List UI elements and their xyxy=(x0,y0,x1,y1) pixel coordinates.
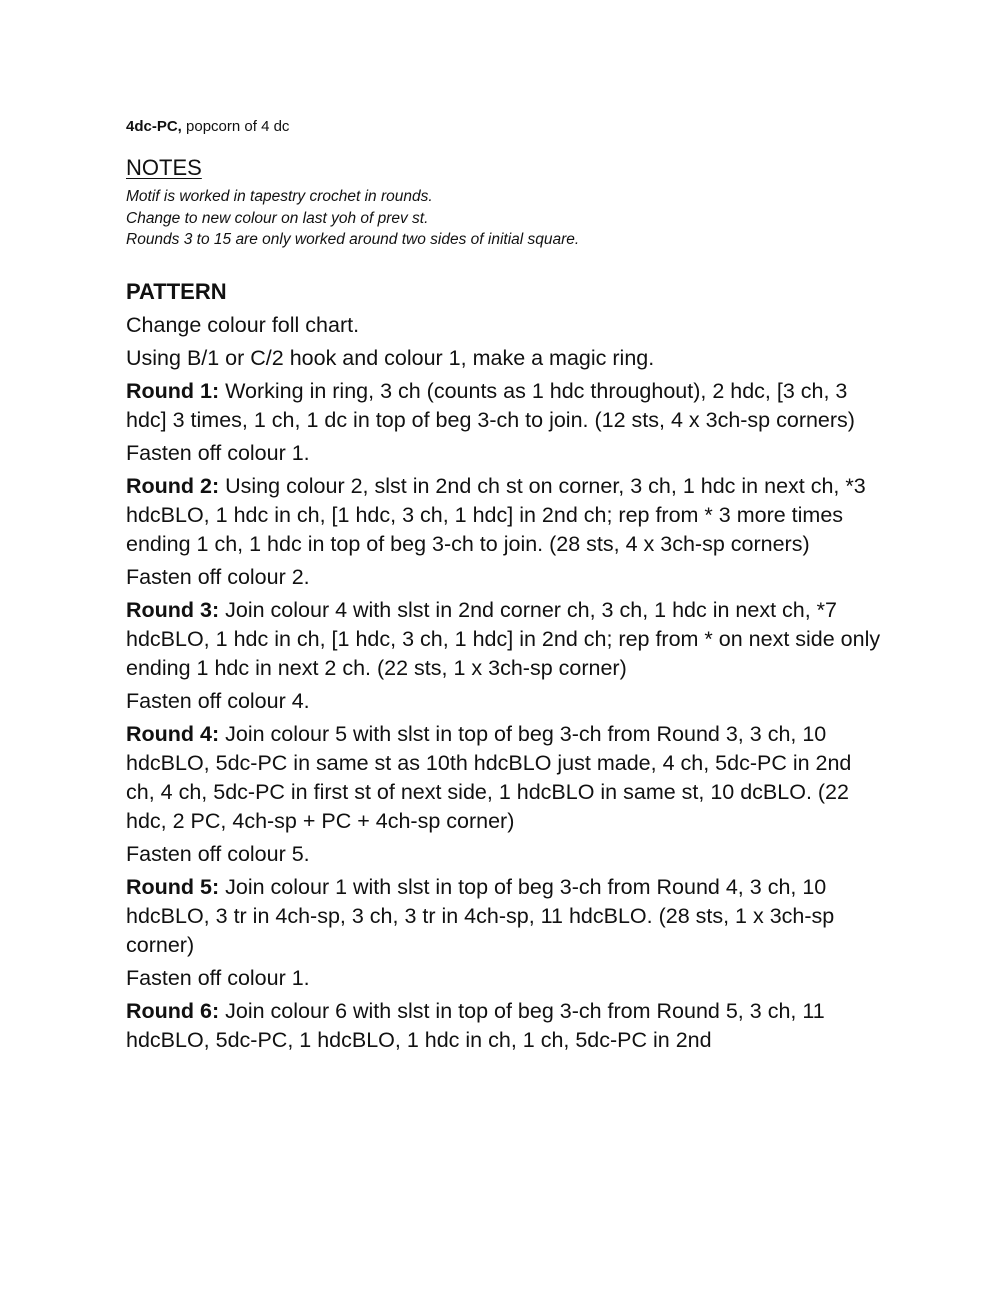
fasten-off-line: Fasten off colour 4. xyxy=(126,689,310,713)
round-2-paragraph xyxy=(126,472,886,559)
notes-list xyxy=(126,186,579,251)
notes-heading: NOTES xyxy=(126,155,202,180)
round-instructions: Join colour 1 with slst in top of beg 3-ch from Round 4, 3 ch, 10 hdcBLO, 3 tr in 4ch-sp, 3 ch, 3 tr in 4ch-sp, 11 hdcBLO. (28 sts, 1 x 3ch-sp corner) xyxy=(126,875,835,957)
round-5-paragraph xyxy=(126,873,886,960)
fasten-off-line: Fasten off colour 1. xyxy=(126,441,310,465)
fasten-off-line: Fasten off colour 2. xyxy=(126,565,310,589)
pattern-intro-line: Using B/1 or C/2 hook and colour 1, make a magic ring. xyxy=(126,346,655,370)
round-1-paragraph xyxy=(126,377,886,435)
round-instructions: Working in ring, 3 ch (counts as 1 hdc throughout), 2 hdc, [3 ch, 3 hdc] 3 times, 1 ch, 1 dc in top of beg 3-ch to join. (12 sts, 4 x 3ch-sp corners) xyxy=(126,379,855,432)
note-item: Change to new colour on last yoh of prev st. xyxy=(126,209,429,227)
note-item: Rounds 3 to 15 are only worked around two sides of initial square. xyxy=(126,231,580,248)
note-item: Motif is worked in tapestry crochet in rounds. xyxy=(126,188,433,205)
round-label: Round 4: xyxy=(126,722,220,746)
round-3-paragraph xyxy=(126,596,886,683)
abbreviation-definition: popcorn of 4 dc xyxy=(181,118,290,135)
pattern-body xyxy=(126,311,886,1059)
round-label: Round 2: xyxy=(126,474,220,498)
fasten-off-line: Fasten off colour 1. xyxy=(126,966,310,990)
round-label: Round 5: xyxy=(126,875,220,899)
round-instructions: Join colour 6 with slst in top of beg 3-ch from Round 5, 3 ch, 11 hdcBLO, 5dc-PC, 1 hdcBLO, 1 hdc in ch, 1 ch, 5dc-PC in 2nd xyxy=(126,999,825,1052)
round-label: Round 6: xyxy=(126,999,220,1023)
pattern-heading: PATTERN xyxy=(126,279,227,304)
abbreviation-line xyxy=(126,118,289,135)
round-4-paragraph xyxy=(126,720,886,836)
round-instructions: Using colour 2, slst in 2nd ch st on corner, 3 ch, 1 hdc in next ch, *3 hdcBLO, 1 hdc in ch, [1 hdc, 3 ch, 1 hdc] in 2nd ch; rep from * 3 more times ending 1 ch, 1 hdc in top of beg 3-ch to join. (28 sts, 4 x 3ch-sp corners) xyxy=(126,474,866,556)
fasten-off-line: Fasten off colour 5. xyxy=(126,842,310,866)
round-6-paragraph xyxy=(126,997,886,1055)
round-instructions: Join colour 5 with slst in top of beg 3-ch from Round 3, 3 ch, 10 hdcBLO, 5dc-PC in same st as 10th hdcBLO just made, 4 ch, 5dc-PC in 2nd ch, 4 ch, 5dc-PC in first st of next side, 1 hdcBLO in same st, 10 dcBLO. (22 hdc, 2 PC, 4ch-sp + PC + 4ch-sp corner) xyxy=(126,722,852,833)
round-instructions: Join colour 4 with slst in 2nd corner ch, 3 ch, 1 hdc in next ch, *7 hdcBLO, 1 hdc in ch, [1 hdc, 3 ch, 1 hdc] in 2nd ch; rep from * on next side only ending 1 hdc in next 2 ch. (22 sts, 1 x 3ch-sp corner) xyxy=(126,598,881,680)
round-label: Round 3: xyxy=(126,598,220,622)
pattern-intro-line: Change colour foll chart. xyxy=(126,313,360,337)
abbreviation-term: 4dc-PC, xyxy=(126,118,182,135)
round-label: Round 1: xyxy=(126,379,220,403)
